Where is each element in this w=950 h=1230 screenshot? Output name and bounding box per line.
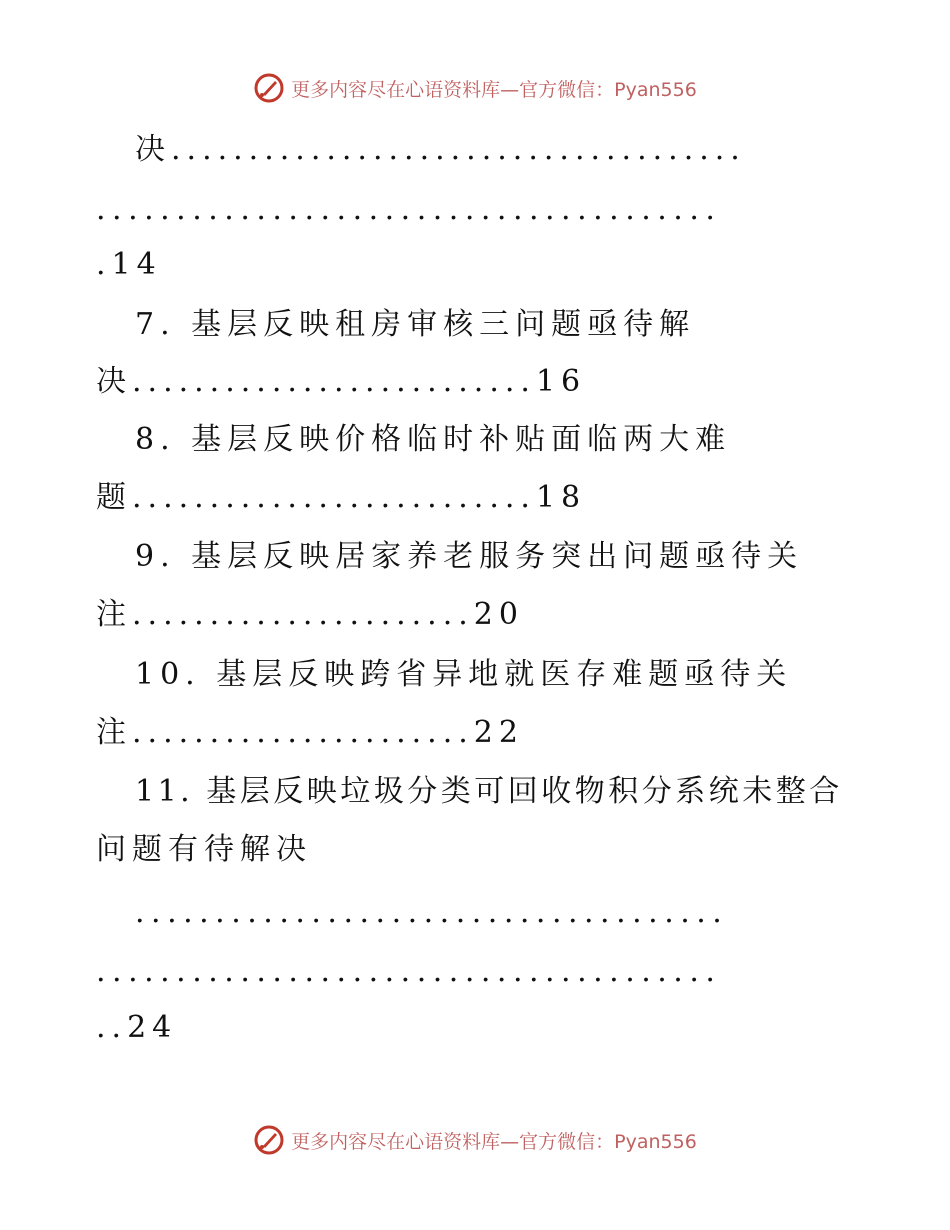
toc-line: ....................................... [96, 954, 722, 989]
toc-line: 7. 基层反映租房审核三问题亟待解 [135, 307, 696, 342]
toc-line: 决..........................16 [96, 364, 587, 399]
toc-line: .14 [96, 247, 162, 282]
toc-line: ..24 [96, 1010, 178, 1045]
toc-line: 题..........................18 [96, 480, 587, 515]
toc-line: 10. 基层反映跨省异地就医存难题亟待关 [135, 657, 793, 692]
toc-line: 11. 基层反映垃圾分类可回收物积分系统未整合 [135, 774, 843, 809]
footer-watermark [0, 1124, 950, 1156]
toc-line: 问题有待解决 [96, 832, 312, 867]
header-watermark [0, 72, 950, 104]
watermark-text: 更多内容尽在心语资料库—官方微信：Pyan556 [291, 1130, 697, 1153]
toc-line: ....................................... [96, 192, 722, 227]
toc-line: 注......................20 [96, 597, 524, 632]
toc-line: 注......................22 [96, 715, 524, 750]
pen-logo-icon [253, 72, 285, 104]
toc-line: 9. 基层反映居家养老服务突出问题亟待关 [135, 539, 804, 574]
toc-line: 决..................................... [135, 132, 746, 167]
watermark-text: 更多内容尽在心语资料库—官方微信：Pyan556 [291, 78, 697, 101]
toc-line: 8. 基层反映价格临时补贴面临两大难 [135, 422, 732, 457]
toc-line: ..................................... [135, 895, 729, 930]
pen-logo-icon [253, 1124, 285, 1156]
